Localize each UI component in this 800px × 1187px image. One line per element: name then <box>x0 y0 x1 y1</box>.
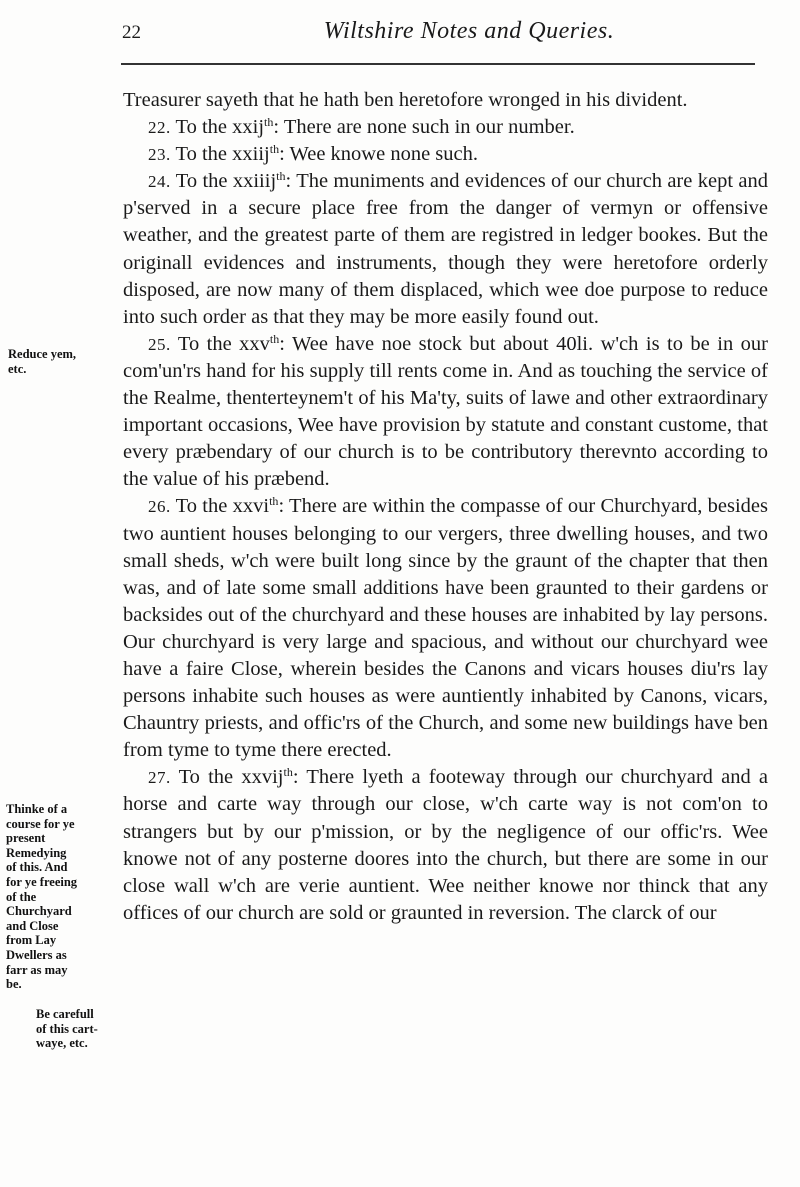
body-text <box>123 87 768 927</box>
item-number: 26. <box>148 497 171 517</box>
paragraph-24 <box>123 168 768 331</box>
note-line: waye, etc. <box>36 1036 88 1051</box>
note-line: of this cart- <box>36 1021 98 1036</box>
paragraph-continuation <box>123 87 768 114</box>
ordinal-suffix: th <box>264 115 274 130</box>
item-prefix: To the xxij <box>170 116 265 139</box>
item-number: 22. <box>148 118 171 138</box>
item-prefix: To the xxvij <box>170 766 284 789</box>
note-line: from Lay <box>6 933 57 948</box>
note-line: and Close <box>6 918 59 933</box>
margin-note-carefull <box>36 1007 128 1051</box>
note-line: Dwellers as <box>6 947 67 962</box>
paragraph-23 <box>123 141 768 168</box>
ordinal-suffix: th <box>269 494 279 509</box>
note-line: Reduce yem, <box>8 347 77 361</box>
note-line: course for ye <box>6 816 75 831</box>
paragraph-text: : There are within the compasse of our Churchyard, besides two auntient houses belonging to our vergers, three dwelling houses, and two small sheds, w'ch were built long since by the graunt of the chapter that then was, and of late some small additions have been graunted to their gardens or backsides out of the churchyard and these houses are inhabited by lay persons. Our churchyard is very large and spacious, and without our churchyard wee have a faire Close, wherein besides the Canons and vicars houses diu'rs lay persons inhabite such houses as were auntiently inhabited by Canons, vicars, Chauntry priests, and offic'rs of the Church, and some new buildings have ben from tyme to tyme there erected. <box>123 495 768 762</box>
page-header <box>122 16 756 50</box>
item-number: 24. <box>148 172 171 192</box>
ordinal-suffix: th <box>269 331 280 346</box>
paragraph-text: : Wee have noe stock but about 40li. w'ch is to be in our com'un'rs hand for his supply till rents come in. And as touching the service of the Realme, thenterteynem't of his Ma'ty, suits of lawe and other extraordinary important occasions, Wee have provision by statute and constant custome, that every præbendary of our church is to be contributory therevnto according to the value of his præbend. <box>123 332 768 491</box>
paragraph-text: : Wee knowe none such. <box>279 143 479 166</box>
note-line: farr as may <box>6 962 68 977</box>
note-line: of the <box>6 889 37 904</box>
note-line: Churchyard <box>6 904 72 919</box>
margin-note-thinke <box>6 802 98 992</box>
note-line: etc. <box>8 361 27 376</box>
header-rule <box>121 63 755 65</box>
item-prefix: To the xxvi <box>170 495 270 518</box>
note-line: for ye freeing <box>6 874 78 889</box>
ordinal-suffix: th <box>283 765 293 780</box>
page-number: 22 <box>122 22 141 43</box>
paragraph-text: : There lyeth a footeway through our churchyard and a horse and carte way through our close, w'ch carte way is not com'on to strangers but by our p'mission, or by the negligence of our offic'rs. Wee knowe not of any posterne doores into the church, but there are some in our close wall w'ch are verie auntient. Wee neither knowe nor thinck that any offices of our church are sold or graunted in reversion. The clarck of our <box>123 766 769 924</box>
running-title: Wiltshire Notes and Queries. <box>323 18 615 44</box>
paragraph-text: : There are none such in our number. <box>273 116 575 139</box>
note-line: Be carefull <box>36 1007 94 1021</box>
note-line: of this. And <box>6 860 68 875</box>
note-line: Remedying <box>6 845 67 860</box>
item-number: 23. <box>148 145 171 165</box>
note-line: Thinke of a <box>6 802 68 816</box>
item-number: 25. <box>148 334 171 354</box>
ordinal-suffix: th <box>269 142 280 157</box>
paragraph-27 <box>123 764 768 927</box>
note-line: present <box>6 831 46 846</box>
item-number: 27. <box>148 768 171 788</box>
paragraph-25 <box>123 331 768 494</box>
item-prefix: To the xxiij <box>170 143 270 166</box>
item-prefix: To the xxv <box>170 332 270 355</box>
margin-note-reduce <box>8 347 100 376</box>
paragraph-22 <box>123 114 768 141</box>
paragraph-text: : The muniments and evidences of our church are kept and p'served in a secure place free from the danger of vermyn or offensive weather, and the greatest parte of them are registred in ledger bookes. But the originall evidences and instruments, though they were heretofore orderly disposed, are now many of them displaced, which wee doe purpose to reduce into such order as that they may be more easily found out. <box>123 170 768 328</box>
paragraph-text: Treasurer sayeth that he hath ben heretofore wronged in his divident. <box>123 89 688 111</box>
note-line: be. <box>6 977 22 992</box>
ordinal-suffix: th <box>276 169 286 184</box>
paragraph-26 <box>123 493 768 764</box>
item-prefix: To the xxiiij <box>170 170 277 193</box>
